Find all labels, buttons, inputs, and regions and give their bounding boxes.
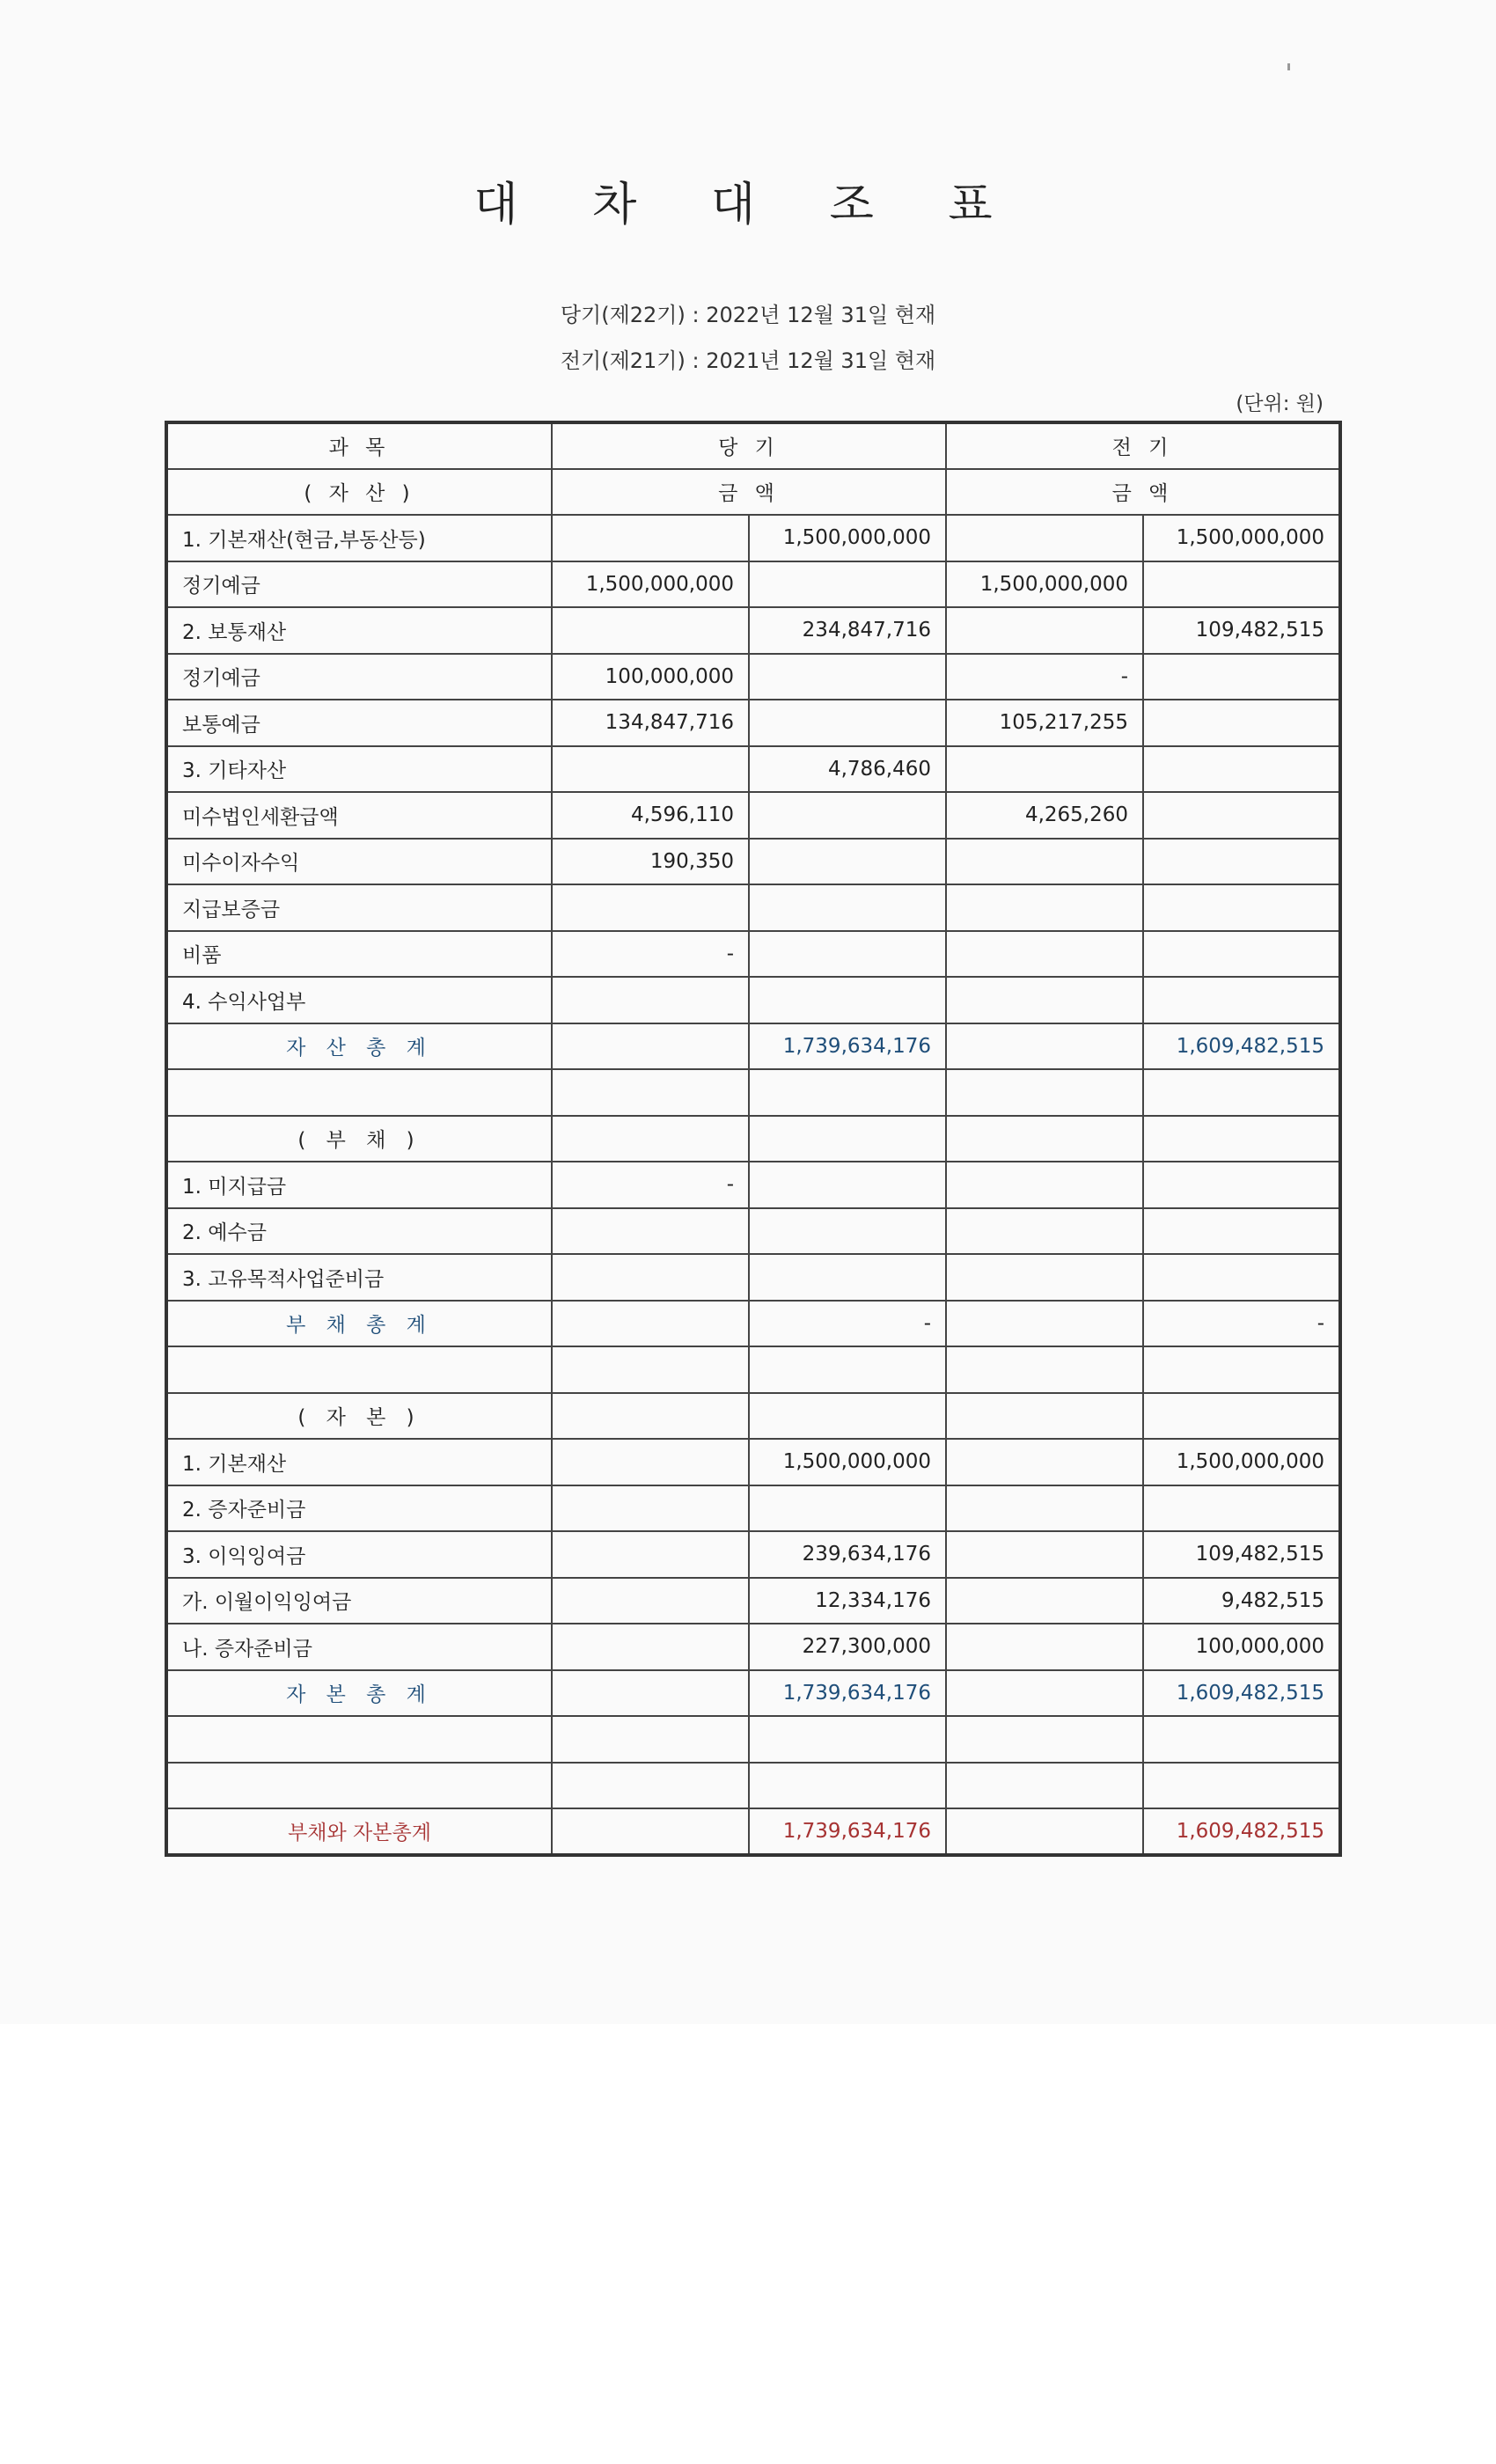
cell-value bbox=[749, 654, 946, 700]
row-label: 4. 수익사업부 bbox=[166, 977, 552, 1023]
cell-value bbox=[552, 1439, 749, 1485]
table-row bbox=[166, 700, 1340, 746]
blank-row bbox=[166, 1716, 1340, 1763]
row-label: 가. 이월이익잉여금 bbox=[166, 1578, 552, 1624]
cell-value bbox=[1143, 1162, 1340, 1208]
scan-speck bbox=[1287, 63, 1290, 70]
table-row bbox=[166, 792, 1340, 839]
liabilities-section-label: ( 부 채 ) bbox=[166, 1116, 552, 1162]
table-row bbox=[166, 1162, 1340, 1208]
blank-row bbox=[166, 1069, 1340, 1116]
table-row bbox=[166, 746, 1340, 793]
equity-total-label: 자 본 총 계 bbox=[166, 1670, 552, 1717]
cell-value bbox=[1143, 746, 1340, 793]
table-row bbox=[166, 839, 1340, 885]
cell-value: 1,500,000,000 bbox=[1143, 1439, 1340, 1485]
cell-value bbox=[552, 1301, 749, 1347]
cell-value bbox=[552, 746, 749, 793]
table-row bbox=[166, 977, 1340, 1023]
cell-value: - bbox=[552, 1162, 749, 1208]
cell-value bbox=[749, 839, 946, 885]
cell-value: 9,482,515 bbox=[1143, 1578, 1340, 1624]
table-row bbox=[166, 607, 1340, 654]
header-current: 당 기 bbox=[552, 422, 946, 469]
header-row-2 bbox=[166, 469, 1340, 516]
cell-value bbox=[946, 839, 1143, 885]
row-label: 3. 기타자산 bbox=[166, 746, 552, 793]
row-label: 지급보증금 bbox=[166, 884, 552, 931]
header-row bbox=[166, 422, 1340, 469]
cell-value bbox=[749, 792, 946, 839]
cell-value bbox=[749, 700, 946, 746]
cell-value: 100,000,000 bbox=[1143, 1624, 1340, 1670]
table-row bbox=[166, 1208, 1340, 1255]
cell-value bbox=[1143, 561, 1340, 608]
row-label: 2. 증자준비금 bbox=[166, 1485, 552, 1532]
liabilities-total-prior: - bbox=[1143, 1301, 1340, 1347]
cell-value bbox=[946, 607, 1143, 654]
cell-value bbox=[749, 561, 946, 608]
grand-total-prior: 1,609,482,515 bbox=[1143, 1808, 1340, 1855]
cell-value bbox=[946, 1162, 1143, 1208]
cell-value bbox=[552, 607, 749, 654]
cell-value bbox=[946, 1624, 1143, 1670]
grand-total-row bbox=[166, 1808, 1340, 1855]
cell-value bbox=[946, 746, 1143, 793]
table-row bbox=[166, 1531, 1340, 1578]
cell-value: 1,500,000,000 bbox=[946, 561, 1143, 608]
row-label: 1. 기본재산(현금,부동산등) bbox=[166, 515, 552, 561]
cell-value bbox=[946, 977, 1143, 1023]
grand-total-label: 부채와 자본총계 bbox=[166, 1808, 552, 1855]
row-label: 미수이자수익 bbox=[166, 839, 552, 885]
row-label: 비품 bbox=[166, 931, 552, 978]
table-row bbox=[166, 515, 1340, 561]
header-subject: 과 목 bbox=[166, 422, 552, 469]
row-label: 2. 보통재산 bbox=[166, 607, 552, 654]
balance-sheet-table bbox=[165, 421, 1342, 1857]
header-amount-current: 금 액 bbox=[552, 469, 946, 516]
cell-value bbox=[1143, 700, 1340, 746]
row-label: 2. 예수금 bbox=[166, 1208, 552, 1255]
cell-value bbox=[946, 1023, 1143, 1070]
liabilities-total-row bbox=[166, 1301, 1340, 1347]
cell-value: 1,500,000,000 bbox=[552, 561, 749, 608]
unit-label: (단위: 원) bbox=[1236, 392, 1324, 415]
cell-value: 4,265,260 bbox=[946, 792, 1143, 839]
assets-section-label: ( 자 산 ) bbox=[166, 469, 552, 516]
cell-value bbox=[749, 977, 946, 1023]
table-row bbox=[166, 931, 1340, 978]
header-prior: 전 기 bbox=[946, 422, 1340, 469]
cell-value: 1,500,000,000 bbox=[749, 1439, 946, 1485]
equity-section-row bbox=[166, 1393, 1340, 1440]
table-row bbox=[166, 1254, 1340, 1301]
row-label: 정기예금 bbox=[166, 561, 552, 608]
cell-value bbox=[552, 1808, 749, 1855]
cell-value: - bbox=[946, 654, 1143, 700]
cell-value bbox=[946, 1578, 1143, 1624]
table-row bbox=[166, 1624, 1340, 1670]
grand-total-current: 1,739,634,176 bbox=[749, 1808, 946, 1855]
row-label: 미수법인세환급액 bbox=[166, 792, 552, 839]
blank-row bbox=[166, 1346, 1340, 1393]
period-prior: 전기(제21기) : 2021년 12월 31일 현재 bbox=[560, 348, 936, 373]
liabilities-total-label: 부 채 총 계 bbox=[166, 1301, 552, 1347]
assets-total-label: 자 산 총 계 bbox=[166, 1023, 552, 1070]
equity-total-current: 1,739,634,176 bbox=[749, 1670, 946, 1717]
cell-value: 227,300,000 bbox=[749, 1624, 946, 1670]
cell-value: 4,786,460 bbox=[749, 746, 946, 793]
liabilities-section-row bbox=[166, 1116, 1340, 1162]
cell-value: 1,500,000,000 bbox=[749, 515, 946, 561]
blank-row bbox=[166, 1763, 1340, 1809]
cell-value bbox=[946, 515, 1143, 561]
period-current: 당기(제22기) : 2022년 12월 31일 현재 bbox=[560, 303, 936, 327]
cell-value: 1,500,000,000 bbox=[1143, 515, 1340, 561]
page-title: 대 차 대 조 표 bbox=[473, 179, 1023, 231]
row-label: 3. 고유목적사업준비금 bbox=[166, 1254, 552, 1301]
header-amount-prior: 금 액 bbox=[946, 469, 1340, 516]
cell-value bbox=[749, 884, 946, 931]
cell-value bbox=[552, 1531, 749, 1578]
table-row bbox=[166, 1485, 1340, 1532]
cell-value bbox=[552, 1624, 749, 1670]
cell-value: 12,334,176 bbox=[749, 1578, 946, 1624]
cell-value: 239,634,176 bbox=[749, 1531, 946, 1578]
cell-value: 4,596,110 bbox=[552, 792, 749, 839]
cell-value: 109,482,515 bbox=[1143, 607, 1340, 654]
row-label: 1. 기본재산 bbox=[166, 1439, 552, 1485]
cell-value bbox=[1143, 654, 1340, 700]
table-row bbox=[166, 1578, 1340, 1624]
equity-section-label: ( 자 본 ) bbox=[166, 1393, 552, 1440]
cell-value bbox=[749, 1162, 946, 1208]
equity-total-prior: 1,609,482,515 bbox=[1143, 1670, 1340, 1717]
assets-total-row bbox=[166, 1023, 1340, 1070]
cell-value bbox=[946, 884, 1143, 931]
cell-value bbox=[552, 1670, 749, 1717]
cell-value: 190,350 bbox=[552, 839, 749, 885]
row-label: 3. 이익잉여금 bbox=[166, 1531, 552, 1578]
cell-value bbox=[552, 515, 749, 561]
table-row bbox=[166, 884, 1340, 931]
cell-value: 100,000,000 bbox=[552, 654, 749, 700]
cell-value bbox=[946, 1301, 1143, 1347]
equity-total-row bbox=[166, 1670, 1340, 1717]
row-label: 1. 미지급금 bbox=[166, 1162, 552, 1208]
cell-value: 105,217,255 bbox=[946, 700, 1143, 746]
cell-value: 109,482,515 bbox=[1143, 1531, 1340, 1578]
cell-value: 134,847,716 bbox=[552, 700, 749, 746]
cell-value bbox=[946, 1808, 1143, 1855]
table-row bbox=[166, 561, 1340, 608]
cell-value bbox=[946, 1670, 1143, 1717]
cell-value: - bbox=[552, 931, 749, 978]
assets-total-prior: 1,609,482,515 bbox=[1143, 1023, 1340, 1070]
cell-value bbox=[552, 977, 749, 1023]
table-row bbox=[166, 654, 1340, 700]
cell-value bbox=[552, 884, 749, 931]
table-row bbox=[166, 1439, 1340, 1485]
cell-value bbox=[1143, 839, 1340, 885]
cell-value bbox=[1143, 792, 1340, 839]
row-label: 보통예금 bbox=[166, 700, 552, 746]
assets-total-current: 1,739,634,176 bbox=[749, 1023, 946, 1070]
cell-value bbox=[1143, 884, 1340, 931]
cell-value bbox=[946, 1439, 1143, 1485]
cell-value bbox=[946, 1531, 1143, 1578]
cell-value bbox=[1143, 931, 1340, 978]
cell-value: 234,847,716 bbox=[749, 607, 946, 654]
cell-value bbox=[1143, 977, 1340, 1023]
liabilities-total-current: - bbox=[749, 1301, 946, 1347]
cell-value bbox=[946, 931, 1143, 978]
row-label: 정기예금 bbox=[166, 654, 552, 700]
cell-value bbox=[552, 1023, 749, 1070]
cell-value bbox=[749, 931, 946, 978]
row-label: 나. 증자준비금 bbox=[166, 1624, 552, 1670]
cell-value bbox=[552, 1578, 749, 1624]
